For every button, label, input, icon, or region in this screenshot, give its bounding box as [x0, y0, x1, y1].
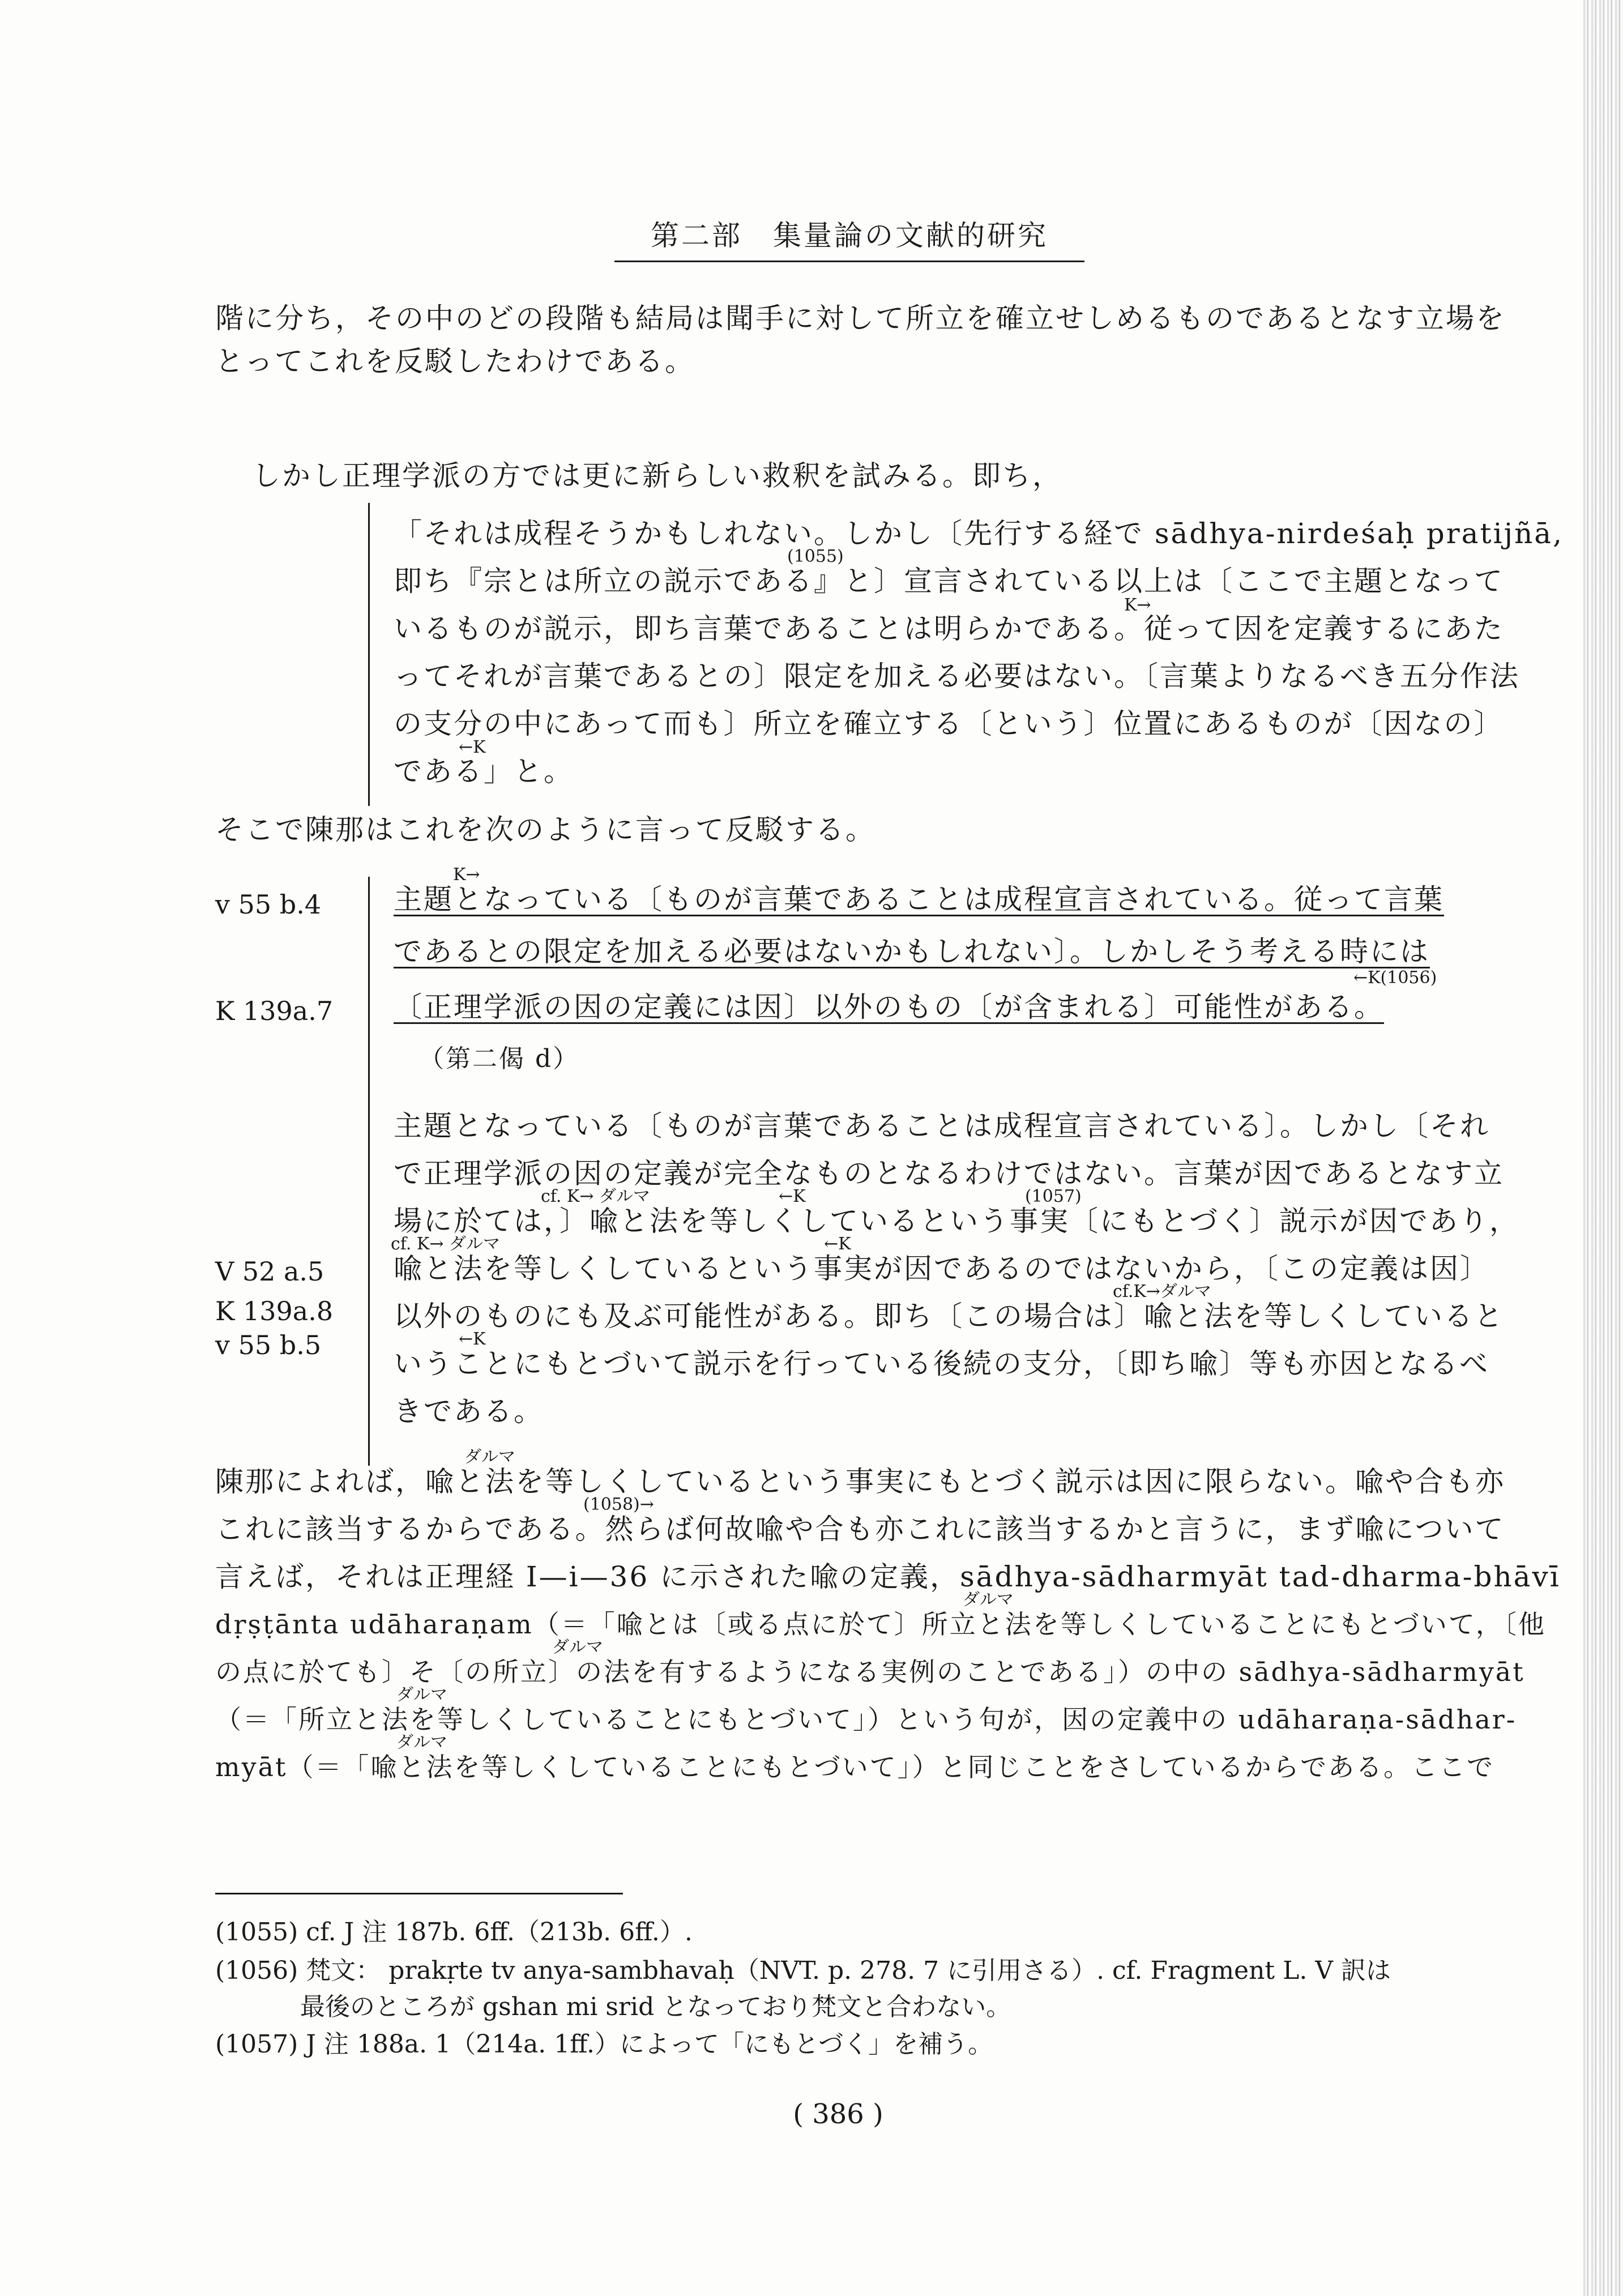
annotation-dharma-3: ダルマ [552, 1637, 603, 1657]
annotation-dharma-5: ダルマ [396, 1732, 447, 1752]
quote-1-line-1: 「それは成程そうかもしれない。しかし〔先行する経で sādhya-nirdeśaḥ pratijñā, [394, 517, 1564, 550]
quote-1-line-2: 即ち『宗とは所立の説示である』と〕宣言されている以上は〔ここで主題となって [394, 565, 1504, 598]
quote-3-line-5: 以外のものにも及ぶ可能性がある。即ち〔この場合は〕喩と法を等しくしていると [394, 1300, 1504, 1333]
footnote-1056: (1056) 梵文： prakṛte tv anya-sambhavaḥ（NVT. p. 278. 7 に引用さる）. cf. Fragment L. V 訳は [215, 1956, 1391, 1985]
annotation-1057: (1057) [1025, 1187, 1082, 1206]
annotation-k-left-2: ←K [779, 1187, 806, 1206]
paragraph-2: そこで陳那はこれを次のように言って反駁する。 [215, 813, 875, 846]
quote-1-rule [368, 503, 370, 806]
quote-1-line-3: いるものが説示，即ち言葉であることは明らかである。従って因を定義するにあた [394, 612, 1504, 645]
body-2-line-4: dṛṣṭānta udāharaṇam（＝「喩とは〔或る点に於て〕所立と法を等しくしていることにもとづいて，〔他 [215, 1609, 1546, 1640]
quote-2-rule [368, 877, 370, 1466]
body-2-line-7: myāt（＝「喩と法を等しくしていることにもとづいて」）と同じことをさしているからである。ここで [215, 1752, 1495, 1782]
annotation-1056: ←K(1056) [1353, 968, 1437, 988]
annotation-cf-k-dharma-3: cf.K→ダルマ [1113, 1282, 1211, 1301]
quote-1-line-6: である」と。 [394, 755, 574, 788]
quote-2-line-3: 〔正理学派の因の定義には因〕以外のもの〔が含まれる〕可能性がある。 [394, 991, 1384, 1023]
annotation-k-right-1: K→ [1124, 595, 1151, 615]
margin-ref-k139a7: K 139a.7 [215, 996, 334, 1026]
margin-ref-v55b4: v 55 b.4 [215, 889, 322, 920]
annotation-k-left-1: ←K [459, 737, 486, 757]
annotation-k-left-4: ←K [459, 1329, 486, 1349]
quote-3-line-3: 場に於ては，〕喩と法を等しくしているという事実〔にもとづく〕説示が因であり， [394, 1205, 1519, 1237]
annotation-dharma-1: ダルマ [464, 1447, 515, 1467]
quote-3-line-7: きである。 [394, 1395, 544, 1428]
annotation-cf-k-dharma-1: cf. K→ ダルマ [541, 1187, 650, 1206]
quote-2-line-1: 主題となっている〔ものが言葉であることは成程宣言されている。従って言葉 [394, 883, 1444, 916]
body-2-line-6: （＝「所立と法を等しくしていることにもとづいて」）という句が，因の定義中の udāharaṇa-sādhar- [215, 1704, 1517, 1735]
body-2-line-5: の点に於ても〕そ〔の所立〕の法を有するようになる実例のことである」）の中の sādhya-sādharmyāt [215, 1657, 1525, 1687]
annotation-cf-k-dharma-2: cf. K→ ダルマ [391, 1234, 500, 1254]
margin-ref-v55b5: v 55 b.5 [215, 1330, 322, 1360]
footnote-1057: (1057) J 注 188a. 1（214a. 1ff.）によって「にもとづく」を補う。 [215, 2030, 993, 2059]
intro-line-1: 階に分ち，その中のどの段階も結局は聞手に対して所立を確立せしめるものであるとなす立場を [215, 302, 1506, 335]
quote-1-line-4: ってそれが言葉であるとの〕限定を加える必要はない。〔言葉よりなるべき五分作法 [394, 660, 1520, 693]
page-number: ( 386 ) [793, 2098, 883, 2130]
margin-ref-k139a8: K 139a.8 [215, 1296, 334, 1326]
quote-3-line-1: 主題となっている〔ものが言葉であることは成程宣言されている〕。しかし〔それ [394, 1109, 1490, 1142]
body-2-line-2: これに該当するからである。然らば何故喩や合も亦これに該当するかと言うに，まず喩について [215, 1513, 1505, 1546]
quote-3-line-6: いうことにもとづいて説示を行っている後続の支分，〔即ち喩〕等も亦因となるべ [394, 1347, 1489, 1380]
margin-ref-v52a5: V 52 a.5 [215, 1256, 324, 1287]
quote-3-line-2: で正理学派の因の定義が完全なものとなるわけではない。言葉が因であるとなす立 [394, 1157, 1504, 1190]
quote-2-line-2: であるとの限定を加える必要はないかもしれない〕。しかしそう考える時には [394, 935, 1430, 968]
body-2-line-3: 言えば，それは正理経 I—i—36 に示された喩の定義，sādhya-sādharmyāt tad-dharma-bhāvī [215, 1560, 1561, 1593]
quote-3-line-4: 喩と法を等しくしているという事実が因であるのではないから，〔この定義は因〕 [394, 1252, 1490, 1285]
running-header: 第二部 集量論の文献的研究 [614, 211, 1084, 262]
annotation-k-right-2: K→ [453, 865, 480, 885]
annotation-dharma-4: ダルマ [396, 1685, 447, 1705]
annotation-k-left-3: ←K [824, 1234, 851, 1254]
annotation-1058: (1058)→ [583, 1495, 654, 1514]
annotation-1055: (1055) [787, 547, 844, 566]
intro-line-2: とってこれを反駁したわけである。 [215, 345, 695, 378]
footnote-rule [215, 1893, 623, 1894]
scanned-page-edge [1583, 0, 1623, 2296]
paragraph-1: しかし正理学派の方では更に新らしい救釈を試みる。即ち， [252, 459, 1062, 492]
verse-label: （第二偈 d） [419, 1044, 580, 1073]
body-2-line-1: 陳那によれば，喩と法を等しくしているという事実にもとづく説示は因に限らない。喩や合も亦 [215, 1465, 1505, 1498]
quote-1-line-5: の支分の中にあって而も〕所立を確立する〔という〕位置にあるものが〔因なの〕 [394, 707, 1504, 740]
annotation-dharma-2: ダルマ [963, 1590, 1014, 1610]
footnote-1056-cont: 最後のところが gshan mi srid となっており梵文と合わない。 [300, 1992, 1011, 2021]
footnote-1055: (1055) cf. J 注 187b. 6ff.（213b. 6ff.）. [215, 1918, 693, 1947]
